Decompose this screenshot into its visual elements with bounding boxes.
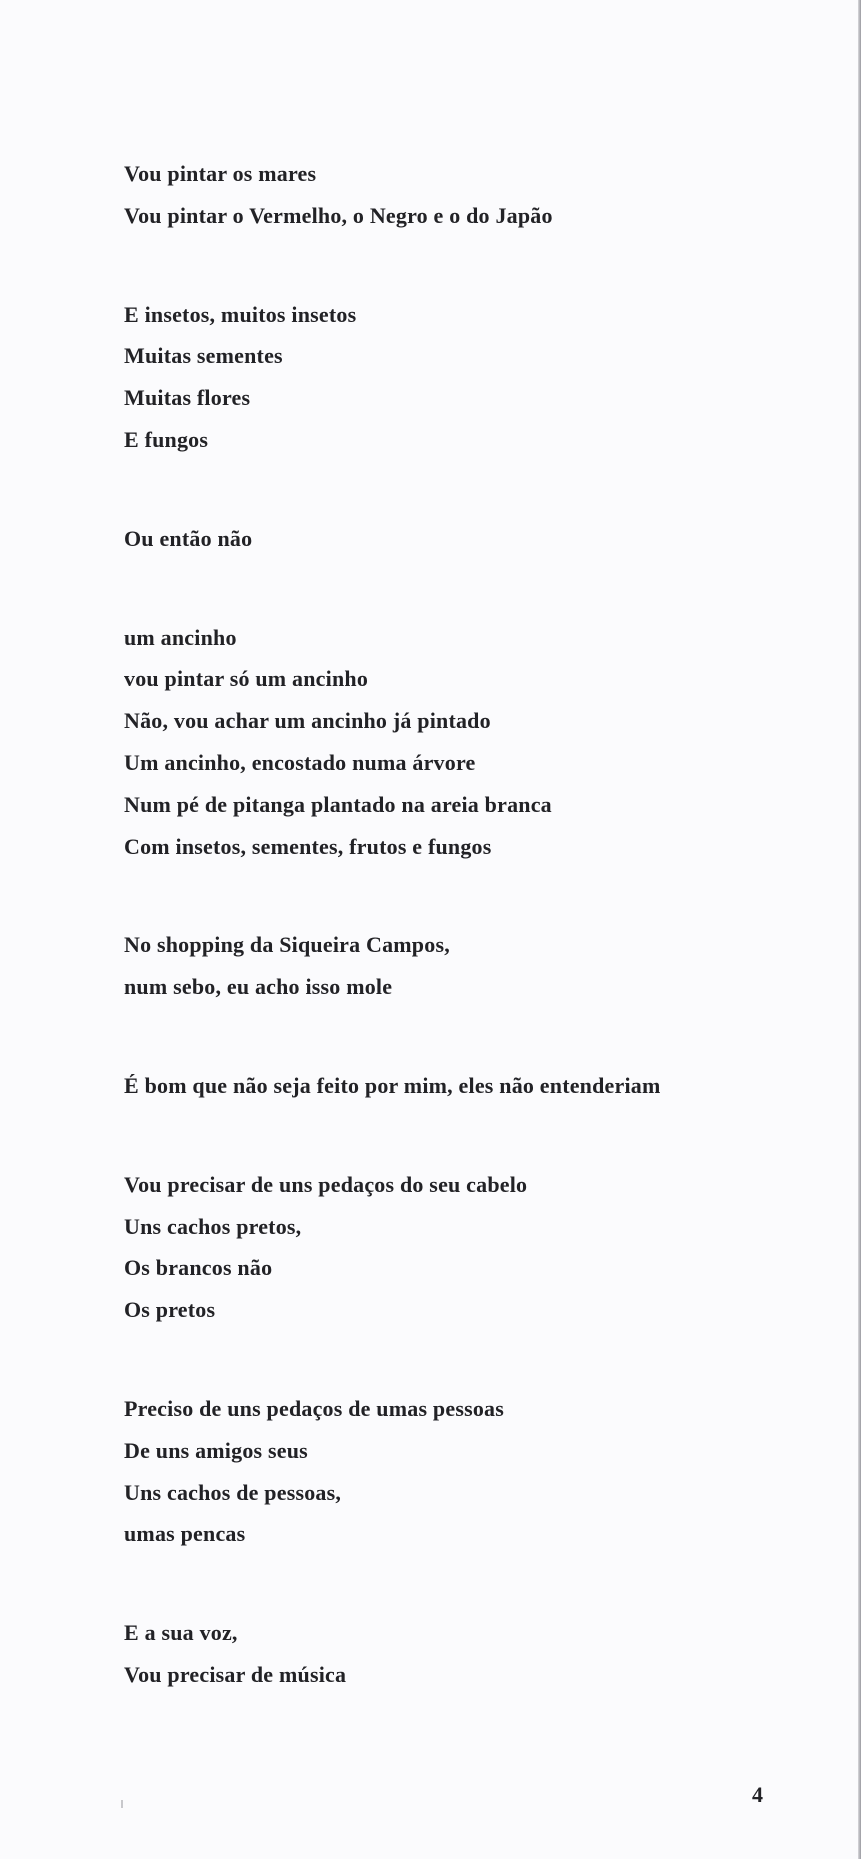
poem-line: Muitas flores xyxy=(124,385,251,411)
poem-body xyxy=(124,153,844,1753)
poem-line: Vou precisar de música xyxy=(124,1661,347,1687)
poem-line: Com insetos, sementes, frutos e fungos xyxy=(124,833,492,859)
poem-line: Os brancos não xyxy=(124,1255,273,1281)
poem-line: Vou pintar o Vermelho, o Negro e o do Japão xyxy=(124,202,553,228)
stanza xyxy=(124,1612,844,1696)
poem-line: Não, vou achar um ancinho já pintado xyxy=(124,708,491,734)
poem-line: um ancinho xyxy=(124,624,237,650)
poem-line: De uns amigos seus xyxy=(124,1437,308,1463)
poem-line: num sebo, eu acho isso mole xyxy=(124,974,393,1000)
paper-speck xyxy=(121,1800,123,1808)
poem-line: No shopping da Siqueira Campos, xyxy=(124,932,450,958)
stanza xyxy=(124,924,844,1008)
stanza xyxy=(124,617,844,868)
poem-line: É bom que não seja feito por mim, eles não entenderiam xyxy=(124,1072,661,1098)
poem-line: Vou precisar de uns pedaços do seu cabelo xyxy=(124,1171,528,1197)
stanza xyxy=(124,1164,844,1331)
stanza xyxy=(124,1388,844,1555)
stanza xyxy=(124,153,844,237)
poem-line: Os pretos xyxy=(124,1297,216,1323)
stanza xyxy=(124,518,844,560)
poem-line: Vou pintar os mares xyxy=(124,161,317,186)
poem-line: Preciso de uns pedaços de umas pessoas xyxy=(124,1395,505,1421)
poem-line: Uns cachos pretos, xyxy=(124,1213,302,1239)
poem-line: E a sua voz, xyxy=(124,1620,238,1646)
poem-line: Um ancinho, encostado numa árvore xyxy=(124,749,476,775)
poem-line: Muitas sementes xyxy=(124,343,283,369)
stanza xyxy=(124,294,844,461)
poem-line: Ou então não xyxy=(124,525,253,551)
poem-line: E fungos xyxy=(124,426,209,452)
page-number: 4 xyxy=(752,1782,763,1807)
poem-line: Num pé de pitanga plantado na areia branca xyxy=(124,791,552,817)
poem-line: E insetos, muitos insetos xyxy=(124,301,357,327)
poem-line: umas pencas xyxy=(124,1521,246,1547)
poem-line: Uns cachos de pessoas, xyxy=(124,1479,342,1505)
stanza xyxy=(124,1065,844,1107)
poem-line: vou pintar só um ancinho xyxy=(124,666,369,692)
